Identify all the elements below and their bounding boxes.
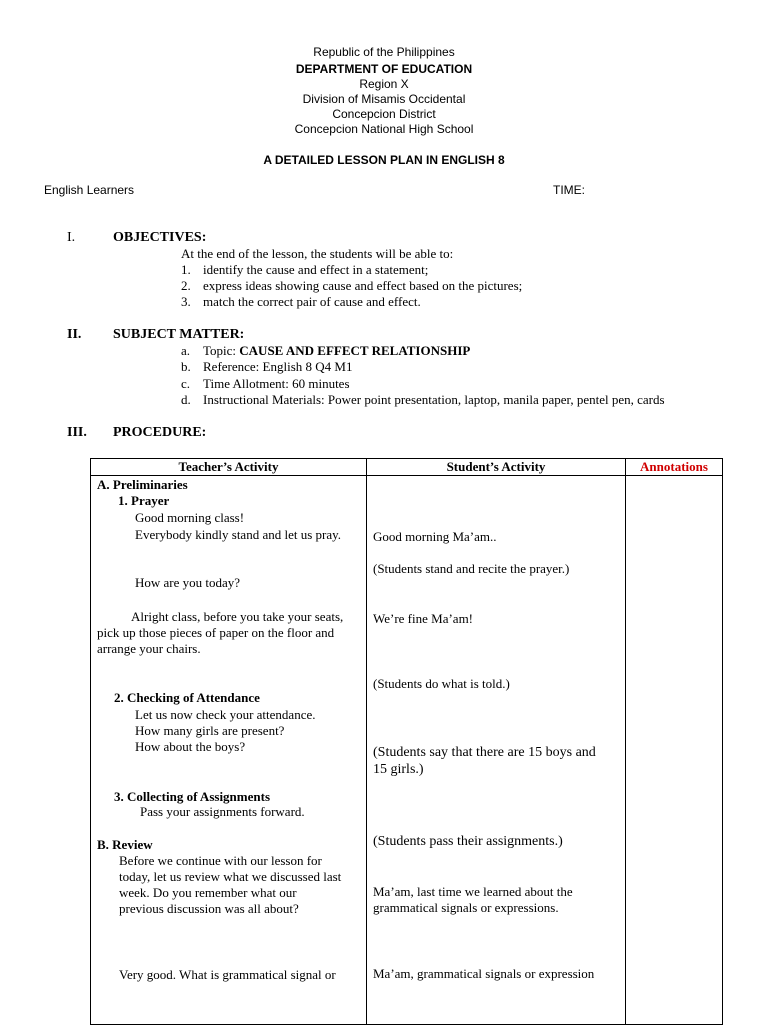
teacher-activity-cell (91, 476, 367, 1025)
student-line: (Students pass their assignments.) (373, 834, 563, 849)
document-title: A DETAILED LESSON PLAN IN ENGLISH 8 (263, 153, 505, 167)
student-line: Ma’am, grammatical signals or expression (373, 966, 595, 981)
teacher-line: Before we continue with our lesson for (119, 853, 322, 868)
teacher-line: today, let us review what we discussed last (119, 869, 342, 884)
review-heading: B. Review (97, 837, 153, 852)
student-line: Good morning Ma’am.. (373, 529, 497, 544)
header-district: Concepcion District (332, 107, 436, 121)
topic-prefix: Topic: (203, 343, 240, 358)
annotations-cell (626, 476, 723, 1025)
student-line: Ma’am, last time we learned about the (373, 884, 573, 899)
teacher-line: previous discussion was all about? (119, 901, 299, 916)
objective-number: 1. (181, 262, 191, 277)
materials-line: Instructional Materials: Power point presentation, laptop, manila paper, pentel pen, cards (203, 392, 665, 407)
objective-item: express ideas showing cause and effect based on the pictures; (203, 278, 523, 293)
teacher-line: How about the boys? (135, 739, 246, 754)
time-label: TIME: (553, 183, 585, 197)
teacher-activity-header: Teacher’s Activity (91, 459, 367, 476)
teacher-line: Everybody kindly stand and let us pray. (135, 527, 342, 542)
learners-label: English Learners (44, 183, 135, 197)
student-line: (Students do what is told.) (373, 676, 510, 691)
teacher-line: How many girls are present? (135, 723, 285, 738)
header-republic: Republic of the Philippines (313, 45, 455, 59)
objectives-intro: At the end of the lesson, the students will be able to: (181, 246, 454, 261)
procedure-header-row (91, 459, 723, 476)
teacher-line: arrange your chairs. (97, 641, 201, 656)
subject-letter: b. (181, 359, 191, 374)
teacher-line: Alright class, before you take your seats, (131, 609, 344, 624)
student-activity-header: Student’s Activity (367, 459, 626, 476)
teacher-line: Let us now check your attendance. (135, 707, 316, 722)
objective-number: 2. (181, 278, 191, 293)
procedure-heading: PROCEDURE: (113, 425, 207, 440)
objectives-heading: OBJECTIVES: (113, 230, 207, 245)
subject-letter: c. (181, 376, 191, 391)
subject-letter: d. (181, 392, 191, 407)
prayer-heading: 1. Prayer (118, 493, 170, 508)
collecting-heading: 3. Collecting of Assignments (114, 789, 270, 804)
header-division: Division of Misamis Occidental (302, 92, 466, 106)
annotations-header: Annotations (626, 459, 723, 476)
student-activity-cell (367, 476, 626, 1025)
student-line: 15 girls.) (373, 762, 424, 777)
attendance-heading: 2. Checking of Attendance (114, 690, 260, 705)
topic-value: CAUSE AND EFFECT RELATIONSHIP (239, 343, 471, 358)
objective-item: match the correct pair of cause and effect. (203, 294, 421, 309)
procedure-table (90, 458, 723, 1025)
teacher-line: Very good. What is grammatical signal or (119, 967, 336, 982)
subject-matter-heading: SUBJECT MATTER: (113, 327, 245, 342)
header-region: Region X (359, 77, 409, 91)
time-allotment-line: Time Allotment: 60 minutes (203, 376, 350, 391)
teacher-line: Pass your assignments forward. (140, 804, 305, 819)
teacher-line: How are you today? (135, 575, 241, 590)
topic-line (203, 343, 470, 359)
student-line: grammatical signals or expressions. (373, 900, 559, 915)
objective-item: identify the cause and effect in a statement; (203, 262, 429, 277)
subject-letter: a. (181, 343, 191, 358)
reference-line: Reference: English 8 Q4 M1 (203, 359, 353, 374)
student-line: We’re fine Ma’am! (373, 611, 474, 626)
teacher-line: Good morning class! (135, 510, 245, 525)
objective-number: 3. (181, 294, 191, 309)
header-department: DEPARTMENT OF EDUCATION (295, 62, 473, 76)
objectives-numeral: I. (67, 230, 76, 245)
header-school: Concepcion National High School (294, 122, 474, 136)
procedure-numeral: III. (67, 425, 87, 440)
teacher-line: pick up those pieces of paper on the floor and (97, 625, 335, 640)
preliminaries-heading: A. Preliminaries (97, 477, 188, 492)
teacher-line: week. Do you remember what our (119, 885, 297, 900)
subject-matter-numeral: II. (67, 327, 82, 342)
student-line: (Students say that there are 15 boys and (373, 745, 596, 760)
student-line: (Students stand and recite the prayer.) (373, 561, 570, 576)
procedure-body-row (91, 476, 723, 1025)
